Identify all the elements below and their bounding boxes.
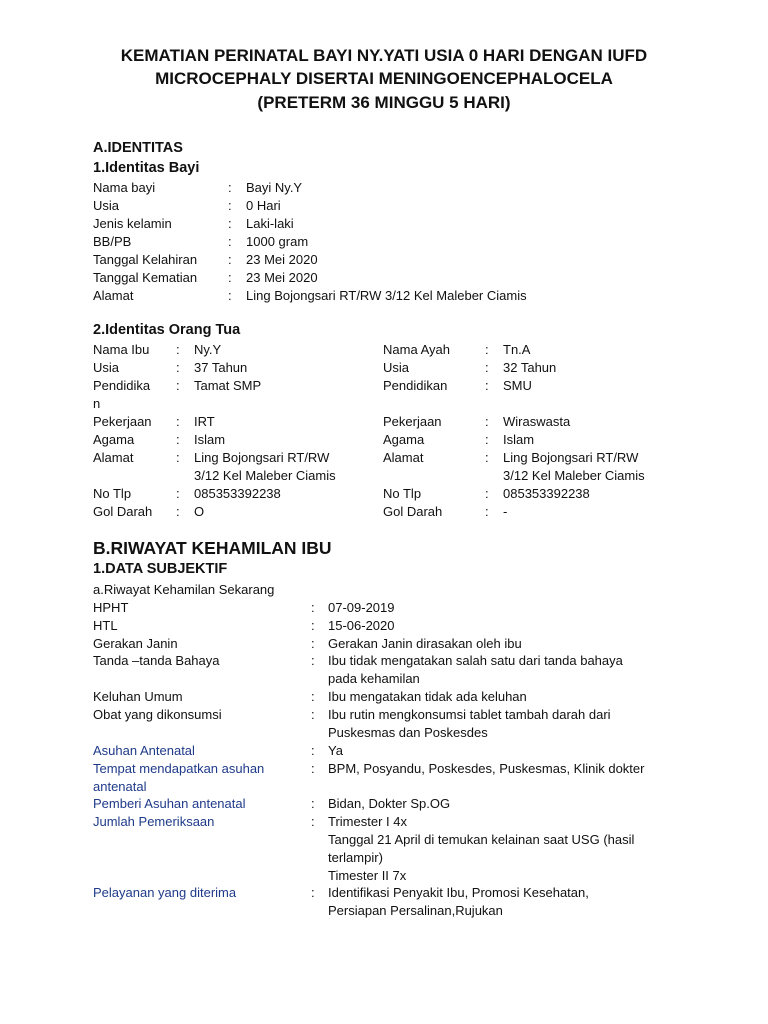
ibu-value-cont: 3/12 Kel Maleber Ciamis (194, 468, 336, 483)
bayi-label: Tanggal Kelahiran (93, 252, 198, 267)
riwayat-value-cont: Tanggal 21 April di temukan kelainan saat USG (hasil (328, 832, 635, 847)
riwayat-value: Bidan, Dokter Sp.OG (328, 796, 451, 811)
ibu-sep: : (176, 450, 180, 465)
riwayat-label: Obat yang dikonsumsi (93, 707, 222, 722)
ibu-value: Ling Bojongsari RT/RW (194, 450, 330, 465)
ibu-sep: : (176, 378, 180, 393)
ibu-value: Islam (194, 432, 226, 447)
ayah-label: Pekerjaan (383, 414, 442, 429)
riwayat-value: Gerakan Janin dirasakan oleh ibu (328, 636, 522, 651)
ayah-value: SMU (503, 378, 532, 393)
riwayat-value: Ibu rutin mengkonsumsi tablet tambah darah dari (328, 707, 611, 722)
ayah-value: Ling Bojongsari RT/RW (503, 450, 639, 465)
bayi-label: Alamat (93, 288, 134, 303)
riwayat-value: Ibu tidak mengatakan salah satu dari tanda bahaya (328, 653, 623, 668)
riwayat-value: 15-06-2020 (328, 618, 395, 633)
riwayat-value: BPM, Posyandu, Poskesdes, Puskesmas, Klinik dokter (328, 761, 645, 776)
bayi-sep: : (228, 216, 232, 231)
riwayat-sep: : (311, 689, 315, 704)
ibu-sep: : (176, 342, 180, 357)
ibu-sep: : (176, 486, 180, 501)
ibu-label: Nama Ibu (93, 342, 150, 357)
riwayat-label: Keluhan Umum (93, 689, 183, 704)
bayi-label: Jenis kelamin (93, 216, 172, 231)
bayi-value: 23 Mei 2020 (246, 252, 318, 267)
riwayat-sep: : (311, 636, 315, 651)
ayah-label: Gol Darah (383, 504, 443, 519)
section-a-heading: A.IDENTITAS (93, 140, 183, 156)
riwayat-intro: a.Riwayat Kehamilan Sekarang (93, 582, 275, 597)
riwayat-label: Tempat mendapatkan asuhan (93, 761, 265, 776)
ayah-sep: : (485, 414, 489, 429)
riwayat-label: Gerakan Janin (93, 636, 178, 651)
ayah-sep: : (485, 360, 489, 375)
riwayat-sep: : (311, 707, 315, 722)
ayah-sep: : (485, 450, 489, 465)
bayi-sep: : (228, 198, 232, 213)
riwayat-value-cont: Persiapan Persalinan,Rujukan (328, 903, 503, 918)
bayi-sep: : (228, 252, 232, 267)
ayah-sep: : (485, 504, 489, 519)
ibu-sep: : (176, 432, 180, 447)
bayi-value: 0 Hari (246, 198, 281, 213)
ibu-label: Usia (93, 360, 120, 375)
ayah-label: No Tlp (383, 486, 422, 501)
ayah-value: Wiraswasta (503, 414, 571, 429)
section-b-heading: B.RIWAYAT KEHAMILAN IBU (93, 538, 332, 558)
ayah-value: Islam (503, 432, 535, 447)
riwayat-value-cont: terlampir) (328, 850, 383, 865)
riwayat-label: Tanda –tanda Bahaya (93, 653, 220, 668)
riwayat-value: Ibu mengatakan tidak ada keluhan (328, 689, 527, 704)
ayah-sep: : (485, 432, 489, 447)
riwayat-label-cont: antenatal (93, 779, 147, 794)
ayah-value: Tn.A (503, 342, 531, 357)
riwayat-sep: : (311, 743, 315, 758)
riwayat-value-cont: pada kehamilan (328, 671, 420, 686)
bayi-value: Bayi Ny.Y (246, 180, 303, 195)
riwayat-label: Jumlah Pemeriksaan (93, 814, 215, 829)
title-line-2: MICROCEPHALY DISERTAI MENINGOENCEPHALOCELA (155, 69, 613, 88)
ibu-value: Ny.Y (194, 342, 222, 357)
bayi-value: Ling Bojongsari RT/RW 3/12 Kel Maleber Ciamis (246, 288, 527, 303)
riwayat-label: HPHT (93, 600, 129, 615)
ibu-label: Gol Darah (93, 504, 153, 519)
ibu-value: IRT (194, 414, 215, 429)
bayi-value: 23 Mei 2020 (246, 270, 318, 285)
riwayat-value: Identifikasi Penyakit Ibu, Promosi Kesehatan, (328, 885, 589, 900)
riwayat-sep: : (311, 814, 315, 829)
ayah-label: Agama (383, 432, 425, 447)
riwayat-sep: : (311, 600, 315, 615)
title-line-1: KEMATIAN PERINATAL BAYI NY.YATI USIA 0 HARI DENGAN IUFD (120, 46, 648, 65)
ayah-value: 085353392238 (503, 486, 590, 501)
ibu-sep: : (176, 504, 180, 519)
identitas-orang-tua-heading: 2.Identitas Orang Tua (93, 322, 241, 338)
bayi-label: BB/PB (93, 234, 132, 249)
riwayat-sep: : (311, 796, 315, 811)
riwayat-value: 07-09-2019 (328, 600, 395, 615)
ayah-label: Nama Ayah (383, 342, 450, 357)
riwayat-sep: : (311, 618, 315, 633)
data-subjektif-heading: 1.DATA SUBJEKTIF (93, 561, 228, 577)
ayah-value: 32 Tahun (503, 360, 557, 375)
ibu-label: Pekerjaan (93, 414, 152, 429)
bayi-label: Tanggal Kematian (93, 270, 198, 285)
riwayat-label: Pemberi Asuhan antenatal (93, 796, 246, 811)
riwayat-sep: : (311, 885, 315, 900)
riwayat-value-cont: Puskesmas dan Poskesdes (328, 725, 488, 740)
identitas-bayi-heading: 1.Identitas Bayi (93, 160, 200, 176)
ibu-value: 085353392238 (194, 486, 281, 501)
riwayat-label: Pelayanan yang diterima (93, 885, 237, 900)
riwayat-value-cont: Timester II 7x (328, 868, 407, 883)
bayi-value: Laki-laki (246, 216, 294, 231)
riwayat-label: HTL (93, 618, 118, 633)
riwayat-label: Asuhan Antenatal (93, 743, 195, 758)
ayah-sep: : (485, 378, 489, 393)
riwayat-sep: : (311, 653, 315, 668)
riwayat-value: Trimester I 4x (328, 814, 407, 829)
ibu-label: Alamat (93, 450, 134, 465)
ibu-sep: : (176, 360, 180, 375)
bayi-sep: : (228, 180, 232, 195)
bayi-sep: : (228, 234, 232, 249)
bayi-label: Nama bayi (93, 180, 156, 195)
riwayat-sep: : (311, 761, 315, 776)
ayah-value-cont: 3/12 Kel Maleber Ciamis (503, 468, 645, 483)
ibu-value: Tamat SMP (194, 378, 262, 393)
ibu-sep: : (176, 414, 180, 429)
ayah-value: - (503, 504, 508, 519)
riwayat-value: Ya (328, 743, 343, 758)
ibu-label: Agama (93, 432, 135, 447)
bayi-sep: : (228, 270, 232, 285)
bayi-value: 1000 gram (246, 234, 309, 249)
ayah-sep: : (485, 486, 489, 501)
bayi-sep: : (228, 288, 232, 303)
ibu-label: No Tlp (93, 486, 132, 501)
ibu-value: O (194, 504, 205, 519)
title-line-3: (PRETERM 36 MINGGU 5 HARI) (257, 93, 511, 112)
bayi-label: Usia (93, 198, 120, 213)
ibu-label: Pendidika (93, 378, 151, 393)
ayah-sep: : (485, 342, 489, 357)
ibu-value: 37 Tahun (194, 360, 248, 375)
ayah-label: Pendidikan (383, 378, 448, 393)
ibu-label-cont: n (93, 396, 101, 411)
ayah-label: Usia (383, 360, 410, 375)
ayah-label: Alamat (383, 450, 424, 465)
